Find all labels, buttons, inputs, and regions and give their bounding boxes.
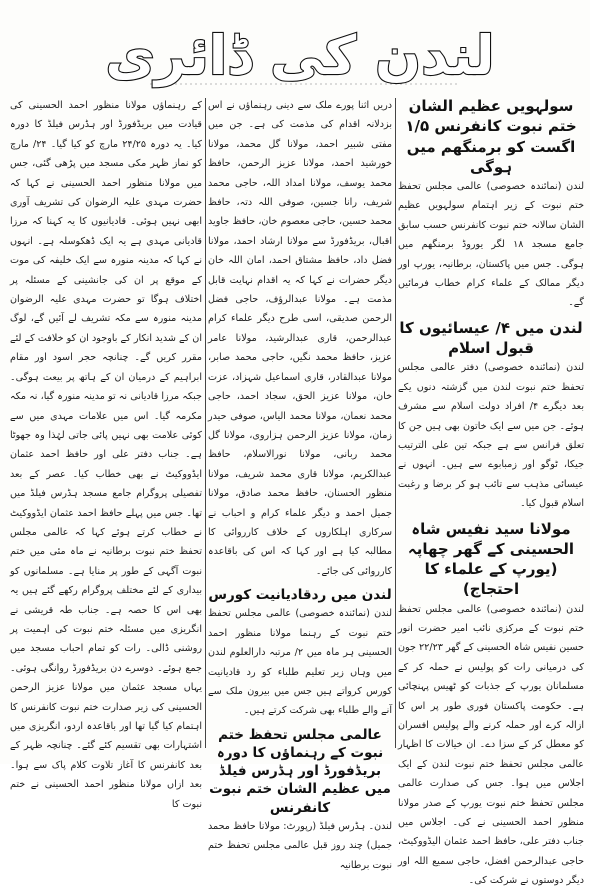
article-columns	[6, 96, 584, 887]
article-course-text: لندن (نمائندہ خصوصی) عالمی مجلس تحفظ ختم نبوت کے رہنما مولانا منظور احمد الحسینی ہر ماہ میں ۲/ مرتبہ دارالعلوم لندن میں وہاں زیر تعلیم طلباء کو رد قادیانیت کورس کرواتے ہیں جس میں بیرون ملک سے آنے والے طلباء بھی شرکت کرتے ہیں۔	[208, 608, 392, 717]
headline-tour: عالمی مجلس تحفظ ختم نبوت کے رہنماؤں کا دورہ بریڈفورڈ اور ہڈرس فیلڈ میں عظیم الشان ختم نبوت کانفرنس	[209, 726, 391, 816]
column-left	[10, 96, 202, 810]
headline-conference: سولہویں عظیم الشان ختم نبوت کانفرنس ۱/۵ اگست کو برمنگھم میں ہوگی	[405, 97, 577, 176]
column-right	[398, 96, 584, 887]
article-raid-text: لندن (نمائندہ خصوصی) عالمی مجلس تحفظ ختم نبوت کے مرکزی نائب امیر حضرت انور حسین نفیس شاہ الحسینی کے گھر ۲۲/۲۳ جون کی درمیانی رات کو پولیس نے حملہ کر کے مسلمانان یورپ کے جذبات کو ٹھیس پہنچائی ہے۔ حکومت پاکستان فوری طور پر اس کا ازالہ کرے اور حملہ کرنے والے پولیس افسران کو معطل کر کے سزا دے۔ ان خیالات کا اظہار عالمی مجلس تحفظ ختم نبوت لندن کے ایک اجلاس میں ہوا۔ جس کی صدارت عالمی مجلس تحفظ ختم نبوت یورپ کے صدر مولانا منظور احمد الحسینی نے کی۔ اجلاس میں جناب دفتر علی، حافظ احمد عثمان الیڈووکیٹ، حاجی عبدالرحمن افضل، حاجی سمیع اللہ اور دیگر دوستوں نے شرکت کی۔	[398, 603, 584, 887]
masthead-art	[0, 0, 590, 92]
article-conference-text: لندن (نمائندہ خصوصی) عالمی مجلس تحفظ ختم نبوت کے زیر اہتمام سولہویں عظیم الشان سالانہ ختم نبوت کانفرنس حسب سابق جامع مسجد ۱۸ لگر یوروڈ برمنگھم میں ہوگی۔ جس میں پاکستان، برطانیہ، یورپ اور دیگر ممالک کے علماء کرام خطاب فرمائیں گے۔	[398, 181, 584, 309]
article-tour-text: لندن۔ ہڈرس فیلڈ (رپورٹ: مولانا حافظ محمد جمیل) چند روز قبل عالمی مجلس تحفظ ختم نبوت برطانیہ	[208, 820, 392, 871]
article-condemnation-text: دریں اثنا پورے ملک سے دینی رہنماؤں نے اس بزدلانہ اقدام کی مذمت کی ہے۔ جن میں مفتی شبیر احمد، مولانا گل محمد، مولانا خورشید احمد، مولانا عزیز الرحمن، حافظ محمد یوسف، مولانا امداد اللہ، حاجی محمد شریف، رانا جسین، صوفی اللہ دتہ، حافظ محمد حسین، حاجی معصوم خان، حافظ جاوید اقبال، بریڈفورڈ سے مولانا ارشاد احمد، مولانا فضل داد، حافظ مشتاق احمد، امان اللہ خان دیگر حضرات نے کہا کہ یہ اقدام نہایت قابل مذمت ہے۔ مولانا عبدالرؤف، حاجی فضل الرحمن صدیقی، اسی طرح دیگر علماء کرام عبدالرحمن، قاری عبدالرشید، مولانا عامر عزیز، حافظ محمد نگیں، حاجی محمد صابر، مولانا عبدالقادر، قاری اسماعیل شہزاد، عزت خان، مولانا عزیز الحق، سجاد احمد، حاجی محمد نعمان، مولانا محمد الیاس، صوفی حیدر زمان، مولانا عزیز الرحمن ہزاروی، مولانا گل محمد ربانی، مولانا نورالاسلام، حافظ عبدالکریم، مولانا قاری محمد شریف، مولانا منظور الحسنان، حافظ محمد صادق، مولانا جمیل احمد و دیگر علماء کرام و احباب نے سرکاری اہلکاروں کے خلاف کارروائی کا مطالبہ کیا ہے اور کہا کہ اس کی باقاعدہ کارروائی کی جائے۔	[208, 100, 392, 577]
column-divider	[205, 98, 206, 748]
column-middle	[208, 96, 392, 871]
article-tour-continued-text: کے رہنماؤں مولانا منظور احمد الحسینی کی قیادت میں بریڈفورڈ اور ہڈرس فیلڈ کا دورہ کیا۔ یہ دورہ ۲۴/۲۵ مارچ کو کیا گیا۔ ۲۴/ مارچ کو نماز ظہر مکی مسجد میں پڑھی گئی، جس میں مولانا منظور احمد الحسینی نے کہا کہ حضرت مہدی علیہ الرضوان کی تشریف آوری ابھی نہیں ہوئی۔ قادیانیوں کا یہ کہنا کہ مرزا قادیانی مہدی ہے یہ ایک ڈھکوسلہ ہے۔ انہوں نے کہا کہ مدینہ منورہ سے ایک خلیفہ کی موت کے موقع پر ان کی جانشینی کے مسئلہ پر اختلاف ہوگا تو حضرت مہدی علیہ الرضوان مدینہ منورہ سے مکہ تشریف لے آئیں گے، لوگ ان کے شدید انکار کے باوجود ان کو خلافت کے لئے مقرر کریں گے۔ چنانچہ حجر اسود اور مقام ابراہیم کے درمیان ان کے ہاتھ پر بیعت ہوگی۔ جبکہ مرزا قادیانی نہ تو مدینہ منورہ گیا، نہ مکہ مکرمہ گیا۔ اس میں علامات مہدی میں سے کوئی علامت بھی نہیں پائی جاتی لہٰذا وہ جھوٹا ہے۔ جناب دفتر علی اور حافظ احمد عثمان ایڈووکیٹ نے بھی خطاب کیا۔ عصر کے بعد تفصیلی پروگرام جامع مسجد ہڈرس فیلڈ میں تھا۔ جس میں پہلے حافظ احمد عثمان ایڈووکیٹ نے خطاب کرتے ہوئے کہا کہ عالمی مجلس تحفظ ختم نبوت برطانیہ نے ماہ مئی میں ختم نبوت آگہی کے طور پر منایا ہے۔ مسلمانوں کو بیداری کے لئے مختلف پروگرام رکھے گئے ہیں یہ بھی اس کا حصہ ہے۔ جناب طہ قریشی نے انگریزی میں مسئلہ ختم نبوت کی اہمیت پر روشنی ڈالی۔ رات کو تمام احباب مسجد میں جمع ہوئے۔ دوسرے دن بریڈفورڈ روانگی ہوئی۔ یہاں مسجد عثمان میں مولانا عزیز الرحمن الحسینی کی زیر صدارت ختم نبوت کانفرنس کا اہتمام کیا گیا تھا اور باقاعدہ اردو، انگریزی میں اشتہارات بھی تقسیم کئے گئے۔ چنانچہ ظہر کے بعد کانفرنس کا آغاز تلاوت کلام پاک سے ہوا۔ بعد ازاں مولانا منظور احمد الحسینی نے ختم نبوت کا	[10, 100, 202, 810]
headline-course: لندن میں ردقادیانیت کورس	[208, 587, 392, 604]
column-divider	[395, 98, 396, 748]
masthead-title: لندن کی ڈائری	[105, 24, 495, 87]
headline-raid: مولانا سید نفیس شاہ الحسینی کے گھر چھاپہ (یورپ کے علماء کا احتجاج)	[407, 519, 575, 599]
article-conversions-text: لندن (نمائندہ خصوصی) دفتر عالمی مجلس تحفظ ختم نبوت لندن میں گزشتہ دنوں یکے بعد دیگرے ۴/ افراد دولت اسلام سے مشرف ہوئے۔ جن میں سے ایک خاتون بھی ہیں جن کا تعلق فرانس سے ہے جبکہ تین علی الترتیب جیکا، ٹوگو اور زمبابوے سے ہیں۔ انہوں نے عیسائی مذہب سے تائب ہو کر برضا و رغبت اسلام قبول کیا۔	[398, 362, 584, 510]
headline-conversions: لندن میں ۴/ عیسائیوں کا قبول اسلام	[399, 318, 583, 358]
masthead	[0, 0, 590, 92]
